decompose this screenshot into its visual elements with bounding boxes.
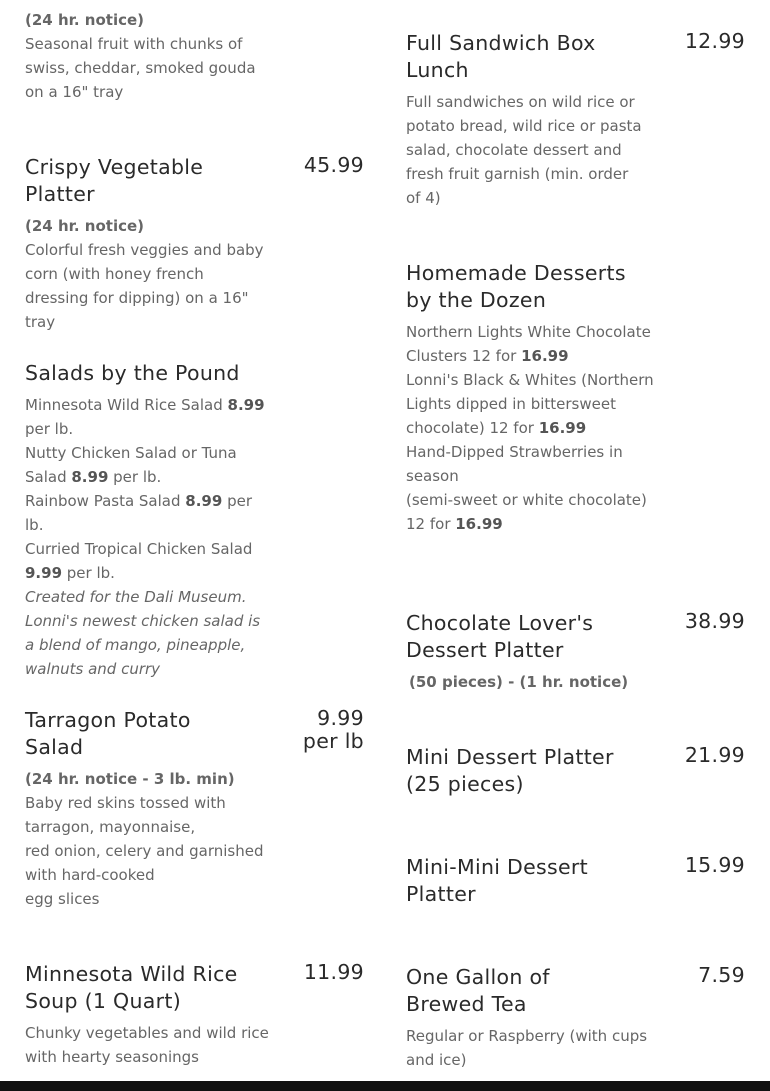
menu-item-brewed-tea [406,964,751,1072]
item-title: Salads by the Pound [25,361,240,385]
item-price: 7.59 [698,963,745,987]
salad-line: Nutty Chicken Salad or Tuna Salad 8.99 per lb. [25,444,237,486]
bottom-bar [0,1081,770,1091]
item-description [406,320,654,536]
item-title: Tarragon Potato Salad [25,708,191,759]
item-notice: (50 pieces) - (1 hr. notice) [409,673,629,691]
salad-line: Rainbow Pasta Salad 8.99 per lb. [25,492,252,534]
item-title: Homemade Desserts by the Dozen [406,261,626,312]
item-description: Colorful fresh veggies and baby corn (with honey french dressing for dipping) on a 16" tray [25,241,264,331]
dessert-line: Lonni's Black & Whites (Northern Lights dipped in bittersweet chocolate) 12 for 16.99 [406,371,654,437]
item-price: 45.99 [303,153,364,177]
item-description: Chunky vegetables and wild rice with hearty seasonings [25,1024,269,1066]
menu-item-chocolate-lovers-platter [406,610,751,694]
item-description: Regular or Raspberry (with cups and ice) [406,1027,648,1069]
menu-item-mini-dessert-platter [406,744,751,798]
item-price: 38.99 [684,609,745,633]
item-notice: (24 hr. notice - 3 lb. min) [25,770,235,788]
salad-note: Created for the Dali Museum. Lonni's newest chicken salad is a blend of mango, pineapple, walnuts and curry [25,588,261,678]
item-title: One Gallon of Brewed Tea [406,965,550,1016]
salad-line: Curried Tropical Chicken Salad 9.99 per lb. [25,540,253,582]
item-notice: (24 hr. notice) [25,217,145,235]
item-title: Mini-Mini Dessert Platter [406,855,588,906]
item-title: Mini Dessert Platter (25 pieces) [406,745,614,796]
salad-price: 8.99 [71,468,109,486]
item-notice: (24 hr. notice) [25,11,145,29]
item-description: Full sandwiches on wild rice or potato bread, wild rice or pasta salad, chocolate dessert and fresh fruit garnish (min. order of 4) [406,93,642,207]
dessert-line: Hand-Dipped Strawberries in season [406,443,623,485]
salad-line: Minnesota Wild Rice Salad 8.99 per lb. [25,396,265,438]
dessert-line: Northern Lights White Chocolate Clusters 12 for 16.99 [406,323,651,365]
dessert-line: (semi-sweet or white chocolate) 12 for 16.99 [406,491,647,533]
menu-item-salads-by-the-pound [25,360,370,681]
item-title: Minnesota Wild Rice Soup (1 Quart) [25,962,238,1013]
item-price: 15.99 [684,853,745,877]
menu-item-tarragon-potato-salad [25,707,370,911]
salad-price: 8.99 [227,396,265,414]
item-description [25,393,270,681]
item-description: Baby red skins tossed with tarragon, mayonnaise, red onion, celery and garnished with hard-cooked egg slices [25,794,264,908]
item-title: Crispy Vegetable Platter [25,155,204,206]
item-title: Full Sandwich Box Lunch [406,31,596,82]
menu-item-full-sandwich-box-lunch [406,30,751,210]
item-description: Seasonal fruit with chunks of swiss, cheddar, smoked gouda on a 16" tray [25,35,256,101]
item-title: Chocolate Lover's Dessert Platter [406,611,594,662]
item-price: 12.99 [684,29,745,53]
menu-item-wild-rice-soup [25,961,370,1069]
item-price: 11.99 [303,960,364,984]
menu-item-crispy-vegetable-platter [25,154,370,334]
menu-item-homemade-desserts [406,260,751,536]
salad-price: 8.99 [185,492,223,510]
menu-item-mini-mini-dessert-platter [406,854,751,908]
item-price: 21.99 [684,743,745,767]
salad-price: 9.99 [25,564,63,582]
item-price: 9.99 per lb [302,706,364,753]
menu-item-cheese-fruit [25,8,370,104]
